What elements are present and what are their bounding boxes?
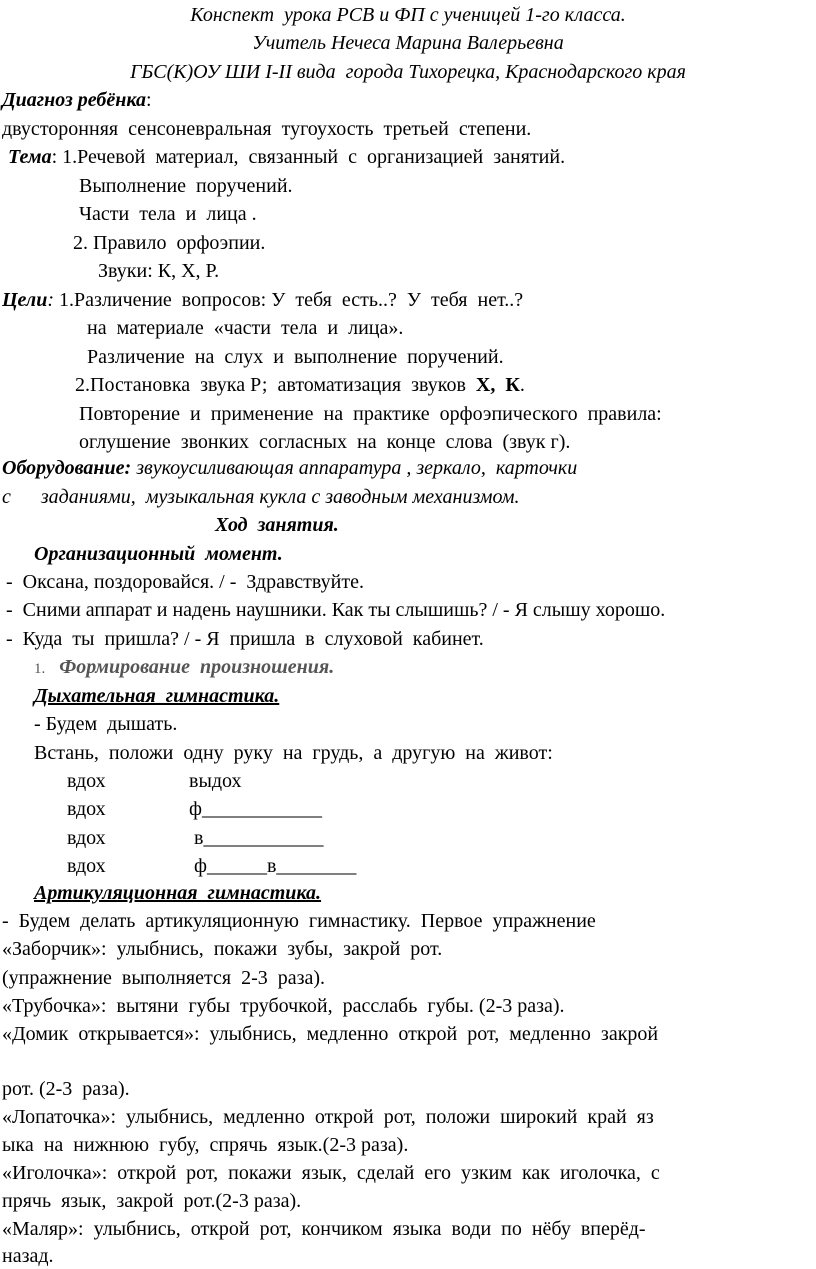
lesson-title: Ход занятия. xyxy=(215,514,339,536)
topic-text-1: : 1.Речевой материал, связанный с организацией занятий. xyxy=(51,146,566,168)
breath-row-4-b: ф______в________ xyxy=(189,855,357,877)
articulation-line-11: «Маляр»: улыбнись, открой рот, кончиком языка води по нёбу вперёд- xyxy=(2,1218,646,1240)
articulation-line-1: - Будем делать артикуляционную гимнастику. Первое упражнение xyxy=(2,910,596,932)
topic-line-5: Звуки: К, Х, Р. xyxy=(98,260,220,282)
section-1-number: 1. xyxy=(34,661,46,677)
breath-row-1-b: выдох xyxy=(189,770,242,792)
breathing-heading: Дыхательная гимнастика. xyxy=(34,685,280,707)
goals-period: . xyxy=(519,374,525,396)
articulation-line-3: (упражнение выполняется 2-3 раза). xyxy=(2,967,326,989)
breath-row-3-a: вдох xyxy=(67,827,106,849)
goals-sounds: Х, К xyxy=(475,374,520,396)
breath-row-2-a: вдох xyxy=(67,798,106,820)
breath-row-4-a: вдох xyxy=(67,855,106,877)
goals-label: Цели xyxy=(2,289,48,311)
articulation-line-5: «Домик открывается»: улыбнись, медленно открой рот, медленно закрой xyxy=(2,1023,659,1045)
articulation-line-6: рот. (2-3 раза). xyxy=(2,1078,130,1100)
breath-row-2-b: ф____________ xyxy=(189,798,322,820)
org-moment-heading: Организационный момент. xyxy=(34,543,283,565)
goals-line-4 xyxy=(75,372,525,398)
header-line-1: Конспект урока РСВ и ФП с ученицей 1-го класса. xyxy=(190,4,626,26)
equipment-line-2: с заданиями, музыкальная кукла с заводным механизмом. xyxy=(2,486,520,508)
dialogue-line-2: - Сними аппарат и надень наушники. Как ты слышишь? / - Я слышу хорошо. xyxy=(6,599,666,621)
goals-colon: : xyxy=(47,289,54,311)
goals-line-6: оглушение звонких согласных на конце слова (звук г). xyxy=(79,431,571,453)
section-1-heading xyxy=(34,654,334,682)
goals-line-2: на материале «части тела и лица». xyxy=(87,317,404,339)
breathing-line-1: - Будем дышать. xyxy=(34,713,178,735)
articulation-line-10: прячь язык, закрой рот.(2-3 раза). xyxy=(2,1190,302,1212)
topic-line-1 xyxy=(8,144,565,170)
equipment-text-1: звукоусиливающая аппаратура , зеркало, карточки xyxy=(131,457,578,479)
goals-text-1: 1.Различение вопросов: У тебя есть..? У тебя нет..? xyxy=(54,289,524,311)
articulation-line-4: «Трубочка»: вытяни губы трубочкой, расслабь губы. (2-3 раза). xyxy=(2,995,565,1017)
topic-line-3: Части тела и лица . xyxy=(79,203,257,225)
articulation-line-2: «Заборчик»: улыбнись, покажи зубы, закрой рот. xyxy=(2,938,443,960)
articulation-line-8: ыка на нижнюю губу, спрячь язык.(2-3 раза). xyxy=(2,1134,409,1156)
breath-row-1-a: вдох xyxy=(67,770,106,792)
dialogue-line-3: - Куда ты пришла? / - Я пришла в слуховой кабинет. xyxy=(6,628,484,650)
diagnosis-colon: : xyxy=(146,89,152,111)
articulation-line-12: назад. xyxy=(2,1245,54,1267)
articulation-heading: Артикуляционная гимнастика. xyxy=(34,882,322,904)
goals-line-1 xyxy=(2,287,523,313)
header-line-2: Учитель Нечеса Марина Валерьевна xyxy=(252,32,564,54)
topic-line-2: Выполнение поручений. xyxy=(79,175,293,197)
topic-label: Тема xyxy=(8,146,52,168)
diagnosis-text: двусторонняя сенсоневральная тугоухость третьей степени. xyxy=(2,118,532,140)
topic-line-4: 2. Правило орфоэпии. xyxy=(73,232,266,254)
goals-line-3: Различение на слух и выполнение поручений. xyxy=(87,346,504,368)
breath-row-3-b: в____________ xyxy=(189,827,324,849)
articulation-line-7: «Лопаточка»: улыбнись, медленно открой рот, положи широкий край яз xyxy=(2,1106,654,1128)
dialogue-line-1: - Оксана, поздоровайся. / - Здравствуйте. xyxy=(6,571,364,593)
goals-line-5: Повторение и применение на практике орфоэпического правила: xyxy=(79,403,662,425)
section-1-title: Формирование произношения. xyxy=(59,656,335,678)
articulation-line-9: «Иголочка»: открой рот, покажи язык, сделай его узким как иголочка, с xyxy=(2,1162,660,1184)
breathing-line-2: Встань, положи одну руку на грудь, а другую на живот: xyxy=(34,742,553,764)
diagnosis-heading xyxy=(2,87,152,113)
diagnosis-label: Диагноз ребёнка xyxy=(2,89,147,111)
equipment-label: Оборудование: xyxy=(2,457,132,479)
equipment-line-1 xyxy=(2,455,577,481)
goals-text-4: 2.Постановка звука Р; автоматизация звуков xyxy=(75,374,476,396)
header-line-3: ГБС(К)ОУ ШИ I-II вида города Тихорецка, Краснодарского края xyxy=(130,61,686,83)
